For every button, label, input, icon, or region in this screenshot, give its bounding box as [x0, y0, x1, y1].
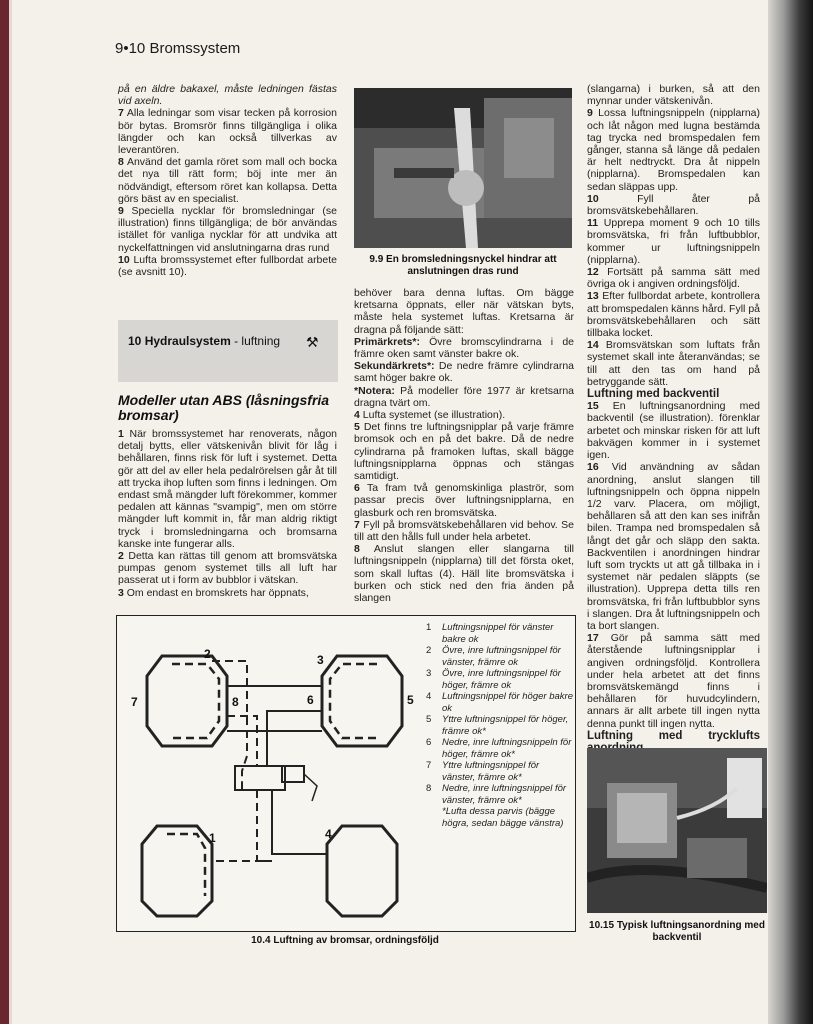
section-heading-box — [118, 320, 338, 382]
legend-text: Nedre, inre luftningsnippeln för höger, främre ok* — [442, 737, 572, 760]
paragraph-number: 7 — [118, 107, 124, 120]
paragraph-text: behöver bara denna luftas. Om bägge kretsarna öppnats, eller när vätskan byts, måste hela systemet luftas. Kretsarna är dragna på följande sätt: — [354, 287, 574, 336]
paragraph-number: 2 — [118, 550, 124, 563]
paragraph — [587, 632, 760, 730]
legend-number: 4 — [426, 691, 432, 702]
paragraph-text: Det finns tre luftningsnipplar på varje främre bromsok och en på det bakre. Då de nedre cylindrarna på framoken luftas, skall bägge luftningsnipplarna öppnas och stängas samtidigt. — [354, 421, 574, 483]
paragraph-text: Fortsätt på samma sätt med övriga ok i angiven ordningsföljd. — [587, 266, 760, 291]
legend-number: 6 — [426, 737, 432, 748]
paragraph-text: Anslut slangen eller slangarna till luftningsnippeln (nipplarna) till det första oket, som skall luftas (4). Häll lite bromsvätska i burken och stick ned den fria änden på slangen — [354, 543, 574, 605]
paragraph-lead: Primärkrets*: — [354, 335, 420, 348]
photo-bleeding-kit — [587, 748, 767, 913]
legend-item — [426, 714, 574, 737]
paragraph: Luftning med backventil — [587, 388, 720, 401]
legend-text: *Lufta dessa parvis (bägge högra, sedan bägge vänstra) — [442, 806, 564, 829]
diagram-label-7: 7 — [131, 695, 138, 709]
brake-circuit-diagram — [117, 616, 427, 931]
legend-number: 2 — [426, 645, 432, 656]
paragraph — [118, 205, 337, 254]
paragraph-text: De nedre främre cylindrarna samt höger bakre ok. — [354, 360, 574, 385]
column-2 — [354, 287, 574, 604]
paragraph-lead: Sekundärkrets*: — [354, 360, 435, 373]
paragraph — [118, 83, 337, 107]
paragraph-text: När bromssystemet har renoverats, någon detalj bytts, eller vätskenivån blivit för låg i behållaren, finns risk för luft i systemet. Detta gör att del av eller hela pedalrörelsen går åt till att trycka ihop luften som finns i ledningen. Om endast små mängder luft förekommer, kommer pedalen att kännas "svampig", men om större mängder luft kommit in, får man aldrig riktigt tryck i bromsledningarna och bromsarna kanske inte fungerar alls. — [118, 428, 338, 550]
paragraph — [587, 217, 760, 266]
legend-text: Övre, inre luftningsnippel för vänster, främre ok — [442, 645, 561, 668]
paragraph-text: På modeller före 1977 är kretsarna dragna tvärt om. — [354, 384, 574, 409]
paragraph — [354, 287, 574, 336]
diagram-label-6: 6 — [307, 693, 314, 707]
legend-number: 1 — [426, 622, 432, 633]
paragraph-text: (slangarna) i burken, så att den mynnar under vätskenivån. — [587, 83, 760, 108]
paragraph — [587, 290, 760, 339]
paragraph-text: Lufta systemet (se illustration). — [362, 409, 506, 422]
page-header: 9•10 Bromssystem — [115, 40, 241, 57]
paragraph-number: 10 — [118, 253, 130, 266]
paragraph-text: Gör på samma sätt med återstående luftningsnipplar i angiven ordningsföljd. Kontrollera under hela arbetet att det finns bromsvätskemängd finns i behållaren för huvudcylindern, annars är allt arbete till ingen nytta denna punkt till ingen nytta. — [587, 632, 760, 730]
paragraph-text: Ta fram två genomskinliga plaströr, som passar precis över luftningsnipplarna, en glasburk och ren bromsvätska. — [354, 482, 574, 519]
paragraph — [118, 428, 337, 550]
column-1-top — [118, 83, 337, 278]
paragraph-number: 13 — [587, 290, 599, 303]
paragraph-number: 8 — [354, 543, 360, 556]
paragraph-text: Om endast en bromskrets har öppnats, — [126, 586, 309, 599]
paragraph-number: 17 — [587, 632, 599, 645]
paragraph-text: Speciella nycklar för bromsledningar (se illustration) finns tillgängliga; de bör användas istället för vanliga nycklar för att undvika att nyckelfattningen vid anslutningarna dras rund — [118, 205, 338, 254]
section-title: 10 Hydraulsystem - luftning — [128, 334, 281, 348]
photo-caption-10-15: 10.15 Typisk luftningsanordning med backventil — [589, 920, 765, 943]
paragraph-number: 1 — [118, 428, 124, 440]
paragraph-text: Använd det gamla röret som mall och bocka det nya till rätt form; böj inte mer än nödvändigt, eftersom röret kan kollapsa. Detta görs bäst av en specialist. — [118, 156, 337, 205]
paragraph — [118, 587, 337, 599]
paragraph — [118, 550, 337, 587]
paragraph-text: Alla ledningar som visar tecken på korrosion bör bytas. Bromsrör finns tillgängliga i olika längder och kan också tillverkas av leverantören. — [118, 107, 337, 157]
paragraph-number: 15 — [587, 400, 599, 413]
photo-caption-9-9: 9.9 En bromsledningsnyckel hindrar att anslutningen dras rund — [369, 254, 557, 277]
legend-number: 7 — [426, 760, 432, 771]
legend-item — [426, 760, 574, 783]
legend-item — [426, 806, 574, 829]
diagram-label-5: 5 — [407, 693, 414, 707]
paragraph — [587, 107, 760, 192]
paragraph-number: 16 — [587, 461, 599, 474]
paragraph — [587, 400, 760, 461]
paragraph-number: 12 — [587, 266, 599, 279]
paragraph — [118, 156, 337, 205]
paragraph-text: Upprepa moment 9 och 10 tills bromsvätska, fri från luftbubblor, kommer ur luftningsnippeln (nipplarna). — [587, 217, 760, 266]
paragraph-text: Fyll på bromsvätskebehållaren vid behov. Se till att den hålls full under hela arbetet. — [354, 518, 574, 544]
paragraph — [354, 421, 574, 482]
paragraph-number: 5 — [354, 421, 360, 434]
paragraph-number: 14 — [587, 339, 599, 352]
diagram-label-2: 2 — [204, 647, 211, 661]
subsection-heading: Modeller utan ABS (låsningsfria bromsar) — [118, 392, 330, 423]
diagram-label-4: 4 — [325, 827, 332, 841]
paragraph: Luftning med trycklufts — [587, 729, 760, 742]
book-edge — [0, 0, 9, 1024]
paragraph — [118, 107, 337, 156]
legend-item — [426, 691, 574, 714]
paragraph — [354, 336, 574, 360]
paragraph-number: 8 — [118, 156, 124, 169]
paragraph-text: Övre bromscylindrarna i de främre oken samt vänster bakre ok. — [354, 335, 574, 361]
figure-caption-10-4: 10.4 Luftning av bromsar, ordningsföljd — [251, 935, 439, 946]
legend-item — [426, 783, 574, 806]
paragraph-number: 4 — [354, 409, 360, 422]
paragraph-number: 10 — [587, 192, 599, 205]
paragraph — [354, 482, 574, 519]
paragraph-number: 6 — [354, 482, 360, 495]
legend-number: 5 — [426, 714, 432, 725]
diagram-label-1: 1 — [209, 831, 216, 845]
paragraph — [587, 83, 760, 107]
paragraph-text: Detta kan rättas till genom att bromsvätska pumpas genom systemet tills all luft har passerat ut i form av bubblor i vätskan. — [118, 550, 337, 587]
paragraph — [354, 519, 574, 543]
legend-number: 8 — [426, 783, 432, 794]
paragraph-number: 9 — [587, 107, 593, 120]
legend-text: Övre, inre luftningsnippel för höger, främre ok — [442, 668, 561, 691]
legend-item — [426, 622, 574, 645]
paragraph-text: Lossa luftningsnippeln (nipplarna) och låt någon med lugna bestämda tag trycka ned bromspedalen fem gånger, stanna så länge då pedalen är helt nedtryckt. Dra åt nippeln (nipplarna). Bromspedalen kan sedan släppas upp. — [587, 107, 760, 193]
legend-item — [426, 668, 574, 691]
paragraph-text: En luftningsanordning med backventil (se illustration). förenklar arbetet och minskar risken för att luft bakvägen kommer in i systemet igen. — [587, 400, 760, 462]
paragraph — [587, 339, 760, 388]
paragraph — [354, 385, 574, 409]
paragraph — [587, 461, 760, 632]
paragraph-number: 11 — [587, 217, 599, 230]
figure-legend — [426, 622, 574, 829]
diagram-label-8: 8 — [232, 695, 239, 709]
book-edge-highlight — [9, 0, 12, 1024]
tools-icon: ⚒ — [306, 334, 319, 350]
paragraph — [587, 193, 760, 217]
column-3 — [587, 83, 760, 840]
paragraph-text: Fyll åter på bromsvätskebehållaren. — [587, 192, 760, 218]
legend-item — [426, 737, 574, 760]
paragraph — [354, 360, 574, 384]
diagram-label-3: 3 — [317, 653, 324, 667]
paragraph-text: Bromsvätskan som luftats från systemet skall inte återanvändas; se till att den tas om hand på betryggande sätt. — [587, 339, 760, 388]
legend-text: Yttre luftningsnippel för vänster, främre ok* — [442, 760, 540, 783]
paragraph-text: Efter fullbordat arbete, kontrollera att bromspedalen känns hård. Fyll på bromsvätskebehållaren och sätt tillbaka locket. — [587, 290, 760, 340]
paragraph-lead: *Notera: — [354, 384, 395, 397]
paragraph-number: 9 — [118, 205, 124, 218]
paragraph — [354, 543, 574, 604]
legend-text: Nedre, inre luftningsnippel för vänster, främre ok* — [442, 783, 567, 806]
paragraph-number: 7 — [354, 518, 360, 531]
legend-text: Luftningsnippel för höger bakre ok — [442, 691, 573, 714]
paragraph-text: på en äldre bakaxel, måste ledningen fästas vid axeln. — [118, 83, 337, 108]
column-1-body — [118, 428, 337, 599]
legend-number — [426, 806, 442, 829]
paragraph-number: 3 — [118, 586, 124, 599]
paragraph-text: Lufta bromssystemet efter fullbordat arbete (se avsnitt 10). — [118, 253, 337, 279]
photo-brake-wrench — [354, 88, 572, 248]
paragraph — [587, 266, 760, 290]
paragraph — [354, 409, 574, 421]
legend-text: Yttre luftningsnippel för höger, främre ok* — [442, 714, 569, 737]
legend-item — [426, 645, 574, 668]
legend-text: Luftningsnippel för vänster bakre ok — [442, 622, 554, 645]
legend-number: 3 — [426, 668, 432, 679]
book-gutter-shadow — [768, 0, 813, 1024]
paragraph — [118, 254, 337, 278]
paragraph-text: Vid användning av sådan anordning, anslut slangen till luftningsnippeln och öppna nippeln 1/2 varv. Placera, om möjligt, behållaren så att den kan ses inifrån bilen. Trampa ned bromspedalen så långt det går och släpp den sakta. Backventilen i anordningen hindrar luft som tryckts ut att gå tillbaka in i systemet när pedalen släppts (se illustration). Upprepa detta tills ren bromsvätska, fri från luftbubblor syns i slangen. Dra åt luftningsnippeln och ta bort slangen. — [587, 461, 760, 632]
